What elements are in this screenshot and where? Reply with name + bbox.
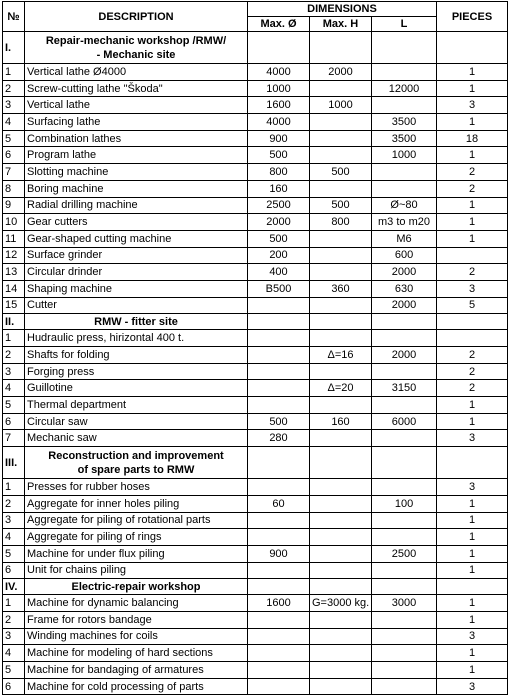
row-description: Winding machines for coils [25,628,248,645]
row-length [372,64,437,81]
row-max-height [310,114,372,131]
row-number: 5 [3,662,25,679]
row-number: 13 [3,264,25,281]
row-max-diameter: 60 [248,495,310,512]
empty-cell [372,32,437,64]
row-description: Surface grinder [25,247,248,264]
row-length [372,628,437,645]
row-max-diameter: 900 [248,545,310,562]
empty-cell [372,579,437,595]
section-row [3,314,508,330]
table-row [3,164,508,181]
table-row [3,347,508,364]
row-description: Slotting machine [25,164,248,181]
row-description: Shafts for folding [25,347,248,364]
row-number: 5 [3,397,25,414]
row-description: Program lathe [25,147,248,164]
row-max-height [310,545,372,562]
row-number: 1 [3,64,25,81]
row-length: 2000 [372,297,437,314]
row-length: Ø~80 [372,197,437,214]
row-max-height [310,363,372,380]
row-max-height [310,645,372,662]
row-length: 100 [372,495,437,512]
row-number: 3 [3,512,25,529]
row-pieces: 5 [437,297,508,314]
table-row [3,297,508,314]
row-pieces: 3 [437,97,508,114]
row-number: 4 [3,645,25,662]
row-pieces: 1 [437,197,508,214]
header-pieces: PIECES [437,2,508,32]
row-length: 2000 [372,264,437,281]
row-length [372,330,437,347]
row-max-diameter [248,330,310,347]
equipment-table [2,1,508,695]
empty-cell [310,314,372,330]
empty-cell [372,447,437,479]
row-pieces: 1 [437,214,508,231]
table-row [3,247,508,264]
row-pieces [437,247,508,264]
row-description: Combination lathes [25,130,248,147]
row-max-height [310,562,372,579]
row-number: 6 [3,562,25,579]
row-description: Machine for bandaging of armatures [25,662,248,679]
table-row [3,214,508,231]
row-max-height [310,330,372,347]
row-description: Vertical lathe [25,97,248,114]
row-number: 11 [3,230,25,247]
row-max-diameter: 4000 [248,114,310,131]
row-length: 600 [372,247,437,264]
row-max-height [310,678,372,695]
section-number: II. [3,314,25,330]
row-length [372,562,437,579]
row-max-height [310,180,372,197]
row-description: Machine for under flux piling [25,545,248,562]
row-description: Guillotine [25,380,248,397]
row-max-height [310,430,372,447]
section-number: I. [3,32,25,64]
row-length [372,512,437,529]
header-max-diameter: Max. Ø [248,17,310,32]
row-max-height: 160 [310,413,372,430]
row-length: 1000 [372,147,437,164]
row-length [372,397,437,414]
row-max-diameter: 400 [248,264,310,281]
row-max-diameter [248,512,310,529]
row-pieces: 3 [437,479,508,496]
row-description: Thermal department [25,397,248,414]
row-length [372,611,437,628]
row-length [372,164,437,181]
section-title [25,579,248,595]
row-pieces: 2 [437,264,508,281]
row-description: Aggregate for piling of rings [25,529,248,546]
row-max-diameter [248,397,310,414]
row-length [372,180,437,197]
table-row [3,230,508,247]
header-dimensions: DIMENSIONS [248,2,437,17]
row-number: 6 [3,678,25,695]
row-number: 6 [3,147,25,164]
row-max-diameter: 1600 [248,97,310,114]
section-number: III. [3,447,25,479]
row-pieces: 2 [437,180,508,197]
row-max-diameter [248,628,310,645]
row-length [372,645,437,662]
row-length: 3500 [372,114,437,131]
row-pieces: 1 [437,545,508,562]
row-max-diameter: 800 [248,164,310,181]
row-max-diameter: 500 [248,147,310,164]
row-max-height: G=3000 kg. [310,595,372,612]
row-length [372,662,437,679]
section-title-line: Electric-repair workshop [71,580,201,593]
table-row [3,430,508,447]
row-number: 8 [3,180,25,197]
row-description: Frame for rotors bandage [25,611,248,628]
empty-cell [310,579,372,595]
row-pieces: 1 [437,230,508,247]
row-number: 3 [3,363,25,380]
row-description: Mechanic saw [25,430,248,447]
row-max-height: 500 [310,197,372,214]
table-row [3,97,508,114]
row-number: 7 [3,430,25,447]
row-pieces: 2 [437,380,508,397]
row-max-diameter: 160 [248,180,310,197]
row-max-height [310,247,372,264]
table-row [3,330,508,347]
empty-cell [248,314,310,330]
row-max-height: 500 [310,164,372,181]
table-row [3,645,508,662]
header-no: № [3,2,25,32]
row-pieces: 3 [437,430,508,447]
row-length: 2000 [372,347,437,364]
table-row [3,495,508,512]
empty-cell [437,447,508,479]
row-length: 3500 [372,130,437,147]
row-max-height [310,628,372,645]
row-pieces: 1 [437,397,508,414]
row-max-height: Δ=16 [310,347,372,364]
row-description: Gear-shaped cutting machine [25,230,248,247]
row-max-diameter: 900 [248,130,310,147]
section-row [3,32,508,64]
section-title-line: RMW - fitter site [94,315,178,328]
section-number: IV. [3,579,25,595]
row-max-diameter: 200 [248,247,310,264]
row-length: 3000 [372,595,437,612]
row-max-height [310,662,372,679]
row-max-diameter [248,297,310,314]
empty-cell [248,447,310,479]
section-title-line: Reconstruction and improvement [48,449,224,462]
row-max-height [310,80,372,97]
row-max-height [310,230,372,247]
row-description: Aggregate for piling of rotational parts [25,512,248,529]
row-description: Cutter [25,297,248,314]
row-description: Screw-cutting lathe "Škoda" [25,80,248,97]
table-row [3,280,508,297]
table-row [3,545,508,562]
row-number: 4 [3,529,25,546]
table-row [3,479,508,496]
empty-cell [248,579,310,595]
row-pieces: 1 [437,645,508,662]
row-number: 14 [3,280,25,297]
row-number: 4 [3,380,25,397]
row-max-diameter: 500 [248,413,310,430]
row-max-diameter [248,562,310,579]
row-max-height: 1000 [310,97,372,114]
row-max-diameter: 500 [248,230,310,247]
row-pieces: 3 [437,678,508,695]
table-body [3,32,508,695]
row-description: Gear cutters [25,214,248,231]
row-max-diameter [248,662,310,679]
table-row [3,662,508,679]
row-max-diameter: 280 [248,430,310,447]
row-description: Boring machine [25,180,248,197]
row-description: Hudraulic press, hirizontal 400 t. [25,330,248,347]
row-max-diameter [248,380,310,397]
row-description: Surfacing lathe [25,114,248,131]
empty-cell [437,32,508,64]
row-pieces: 2 [437,347,508,364]
table-row [3,397,508,414]
table-row [3,130,508,147]
row-max-diameter [248,347,310,364]
row-max-height [310,495,372,512]
row-max-diameter [248,479,310,496]
row-pieces [437,330,508,347]
row-length [372,97,437,114]
row-length: 6000 [372,413,437,430]
row-max-height [310,611,372,628]
table-row [3,80,508,97]
row-max-diameter: B500 [248,280,310,297]
row-max-height [310,264,372,281]
row-max-diameter [248,529,310,546]
row-pieces: 1 [437,114,508,131]
section-title [25,32,248,64]
row-pieces: 1 [437,80,508,97]
empty-cell [248,32,310,64]
row-length: M6 [372,230,437,247]
section-title-line: Repair-mechanic workshop /RMW/ [45,34,227,47]
row-pieces: 18 [437,130,508,147]
header-length: L [372,17,437,32]
row-length: m3 to m20 [372,214,437,231]
row-pieces: 2 [437,363,508,380]
table-row [3,363,508,380]
section-row [3,579,508,595]
row-max-diameter: 4000 [248,64,310,81]
table-header [3,2,508,32]
row-description: Unit for chains piling [25,562,248,579]
row-max-height [310,529,372,546]
section-title [25,447,248,479]
row-number: 1 [3,479,25,496]
row-max-diameter [248,645,310,662]
table-row [3,180,508,197]
table-row [3,264,508,281]
row-pieces: 1 [437,413,508,430]
table-row [3,529,508,546]
row-length [372,678,437,695]
row-max-height [310,397,372,414]
row-max-diameter: 1000 [248,80,310,97]
row-number: 2 [3,611,25,628]
row-max-height [310,512,372,529]
row-number: 2 [3,80,25,97]
row-pieces: 1 [437,495,508,512]
row-max-height: 800 [310,214,372,231]
row-pieces: 1 [437,529,508,546]
row-pieces: 3 [437,628,508,645]
row-description: Machine for cold processing of parts [25,678,248,695]
row-number: 2 [3,495,25,512]
row-description: Presses for rubber hoses [25,479,248,496]
table-row [3,147,508,164]
row-description: Machine for modeling of hard sections [25,645,248,662]
row-length [372,363,437,380]
row-description: Forging press [25,363,248,380]
table-row [3,678,508,695]
row-pieces: 2 [437,164,508,181]
header-description: DESCRIPTION [25,2,248,32]
header-max-height: Max. H [310,17,372,32]
row-number: 9 [3,197,25,214]
row-number: 1 [3,330,25,347]
row-description: Shaping machine [25,280,248,297]
empty-cell [310,447,372,479]
table-row [3,562,508,579]
row-max-diameter [248,678,310,695]
table-row [3,413,508,430]
row-number: 15 [3,297,25,314]
row-max-height [310,479,372,496]
row-max-height [310,130,372,147]
section-title [25,314,248,330]
empty-cell [437,314,508,330]
row-max-height: Δ=20 [310,380,372,397]
row-pieces: 1 [437,64,508,81]
row-pieces: 3 [437,280,508,297]
row-number: 3 [3,628,25,645]
row-description: Circular drinder [25,264,248,281]
row-number: 6 [3,413,25,430]
section-title-line: - Mechanic site [96,48,176,61]
table-row [3,64,508,81]
row-max-diameter: 2000 [248,214,310,231]
row-number: 3 [3,97,25,114]
table-row [3,512,508,529]
row-number: 2 [3,347,25,364]
row-max-height: 360 [310,280,372,297]
row-pieces: 1 [437,662,508,679]
row-max-height [310,297,372,314]
row-pieces: 1 [437,562,508,579]
row-description: Machine for dynamic balancing [25,595,248,612]
section-row [3,447,508,479]
row-number: 12 [3,247,25,264]
table-row [3,611,508,628]
row-length: 2500 [372,545,437,562]
row-description: Vertical lathe Ø4000 [25,64,248,81]
row-number: 4 [3,114,25,131]
row-pieces: 1 [437,595,508,612]
row-description: Circular saw [25,413,248,430]
row-pieces: 1 [437,611,508,628]
row-pieces: 1 [437,147,508,164]
row-max-height [310,147,372,164]
row-max-diameter [248,611,310,628]
row-length: 12000 [372,80,437,97]
row-number: 10 [3,214,25,231]
row-length [372,430,437,447]
row-length [372,479,437,496]
table-row [3,114,508,131]
row-number: 7 [3,164,25,181]
table-row [3,595,508,612]
row-max-diameter: 1600 [248,595,310,612]
row-length [372,529,437,546]
table-row [3,380,508,397]
row-pieces: 1 [437,512,508,529]
empty-cell [310,32,372,64]
table-row [3,628,508,645]
row-max-diameter: 2500 [248,197,310,214]
row-number: 5 [3,130,25,147]
empty-cell [437,579,508,595]
row-number: 1 [3,595,25,612]
row-max-diameter [248,363,310,380]
row-description: Radial drilling machine [25,197,248,214]
row-description: Aggregate for inner holes piling [25,495,248,512]
table-row [3,197,508,214]
row-length: 630 [372,280,437,297]
row-length: 3150 [372,380,437,397]
row-number: 5 [3,545,25,562]
section-title-line: of spare parts to RMW [77,463,195,476]
empty-cell [372,314,437,330]
row-max-height: 2000 [310,64,372,81]
